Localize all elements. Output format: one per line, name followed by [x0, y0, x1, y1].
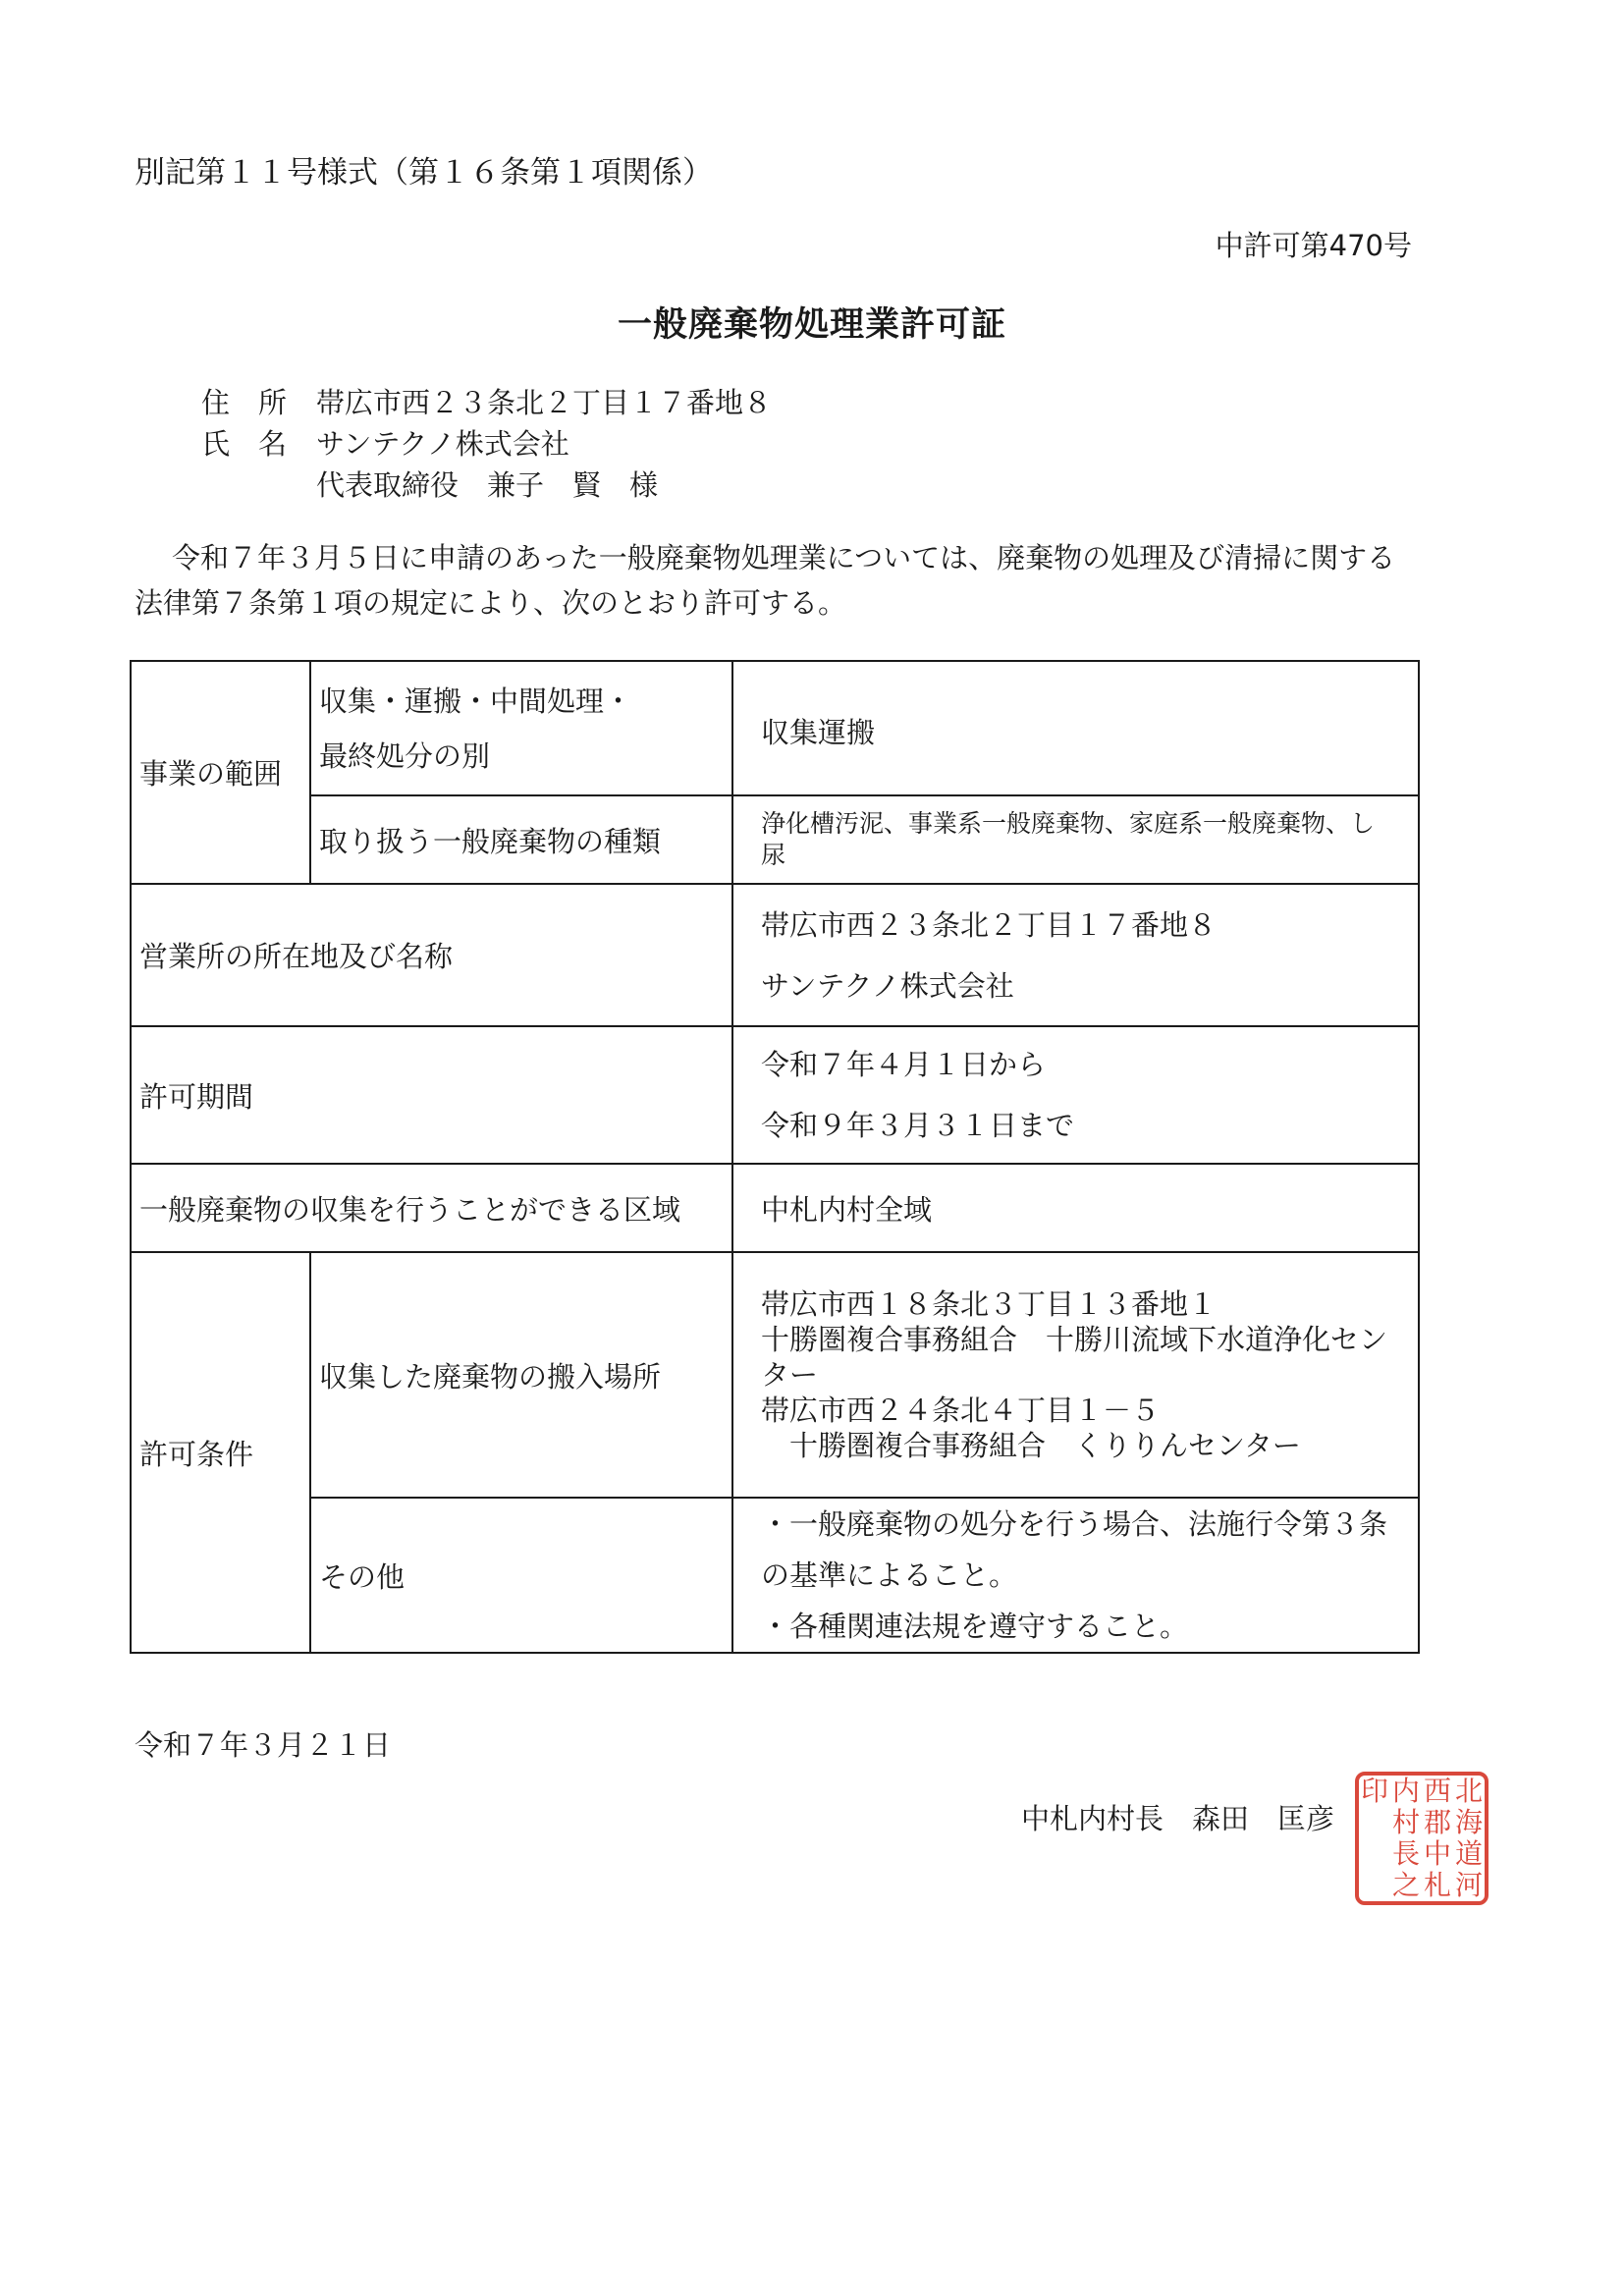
conditions-label: 許可条件 — [131, 1252, 310, 1653]
svg-text:海: 海 — [1454, 1805, 1484, 1838]
svg-text:印: 印 — [1360, 1774, 1389, 1807]
name-label: 氏 名 — [201, 427, 288, 461]
svg-text:西: 西 — [1423, 1774, 1452, 1807]
svg-text:之: 之 — [1391, 1868, 1421, 1901]
permit-table — [130, 660, 1420, 1654]
scope-type-label-line-1: 収集・運搬・中間処理・ — [319, 683, 633, 718]
mayor-name: 中札内村長 森田 匡彦 — [1021, 1802, 1335, 1835]
other-label: その他 — [310, 1498, 732, 1653]
period-value — [732, 1026, 1419, 1164]
period-from: 令和７年４月１日から — [761, 1048, 1047, 1081]
official-seal — [1353, 1770, 1490, 1907]
office-label: 営業所の所在地及び名称 — [131, 884, 732, 1026]
destination-value — [732, 1252, 1419, 1498]
svg-text:郡: 郡 — [1423, 1805, 1452, 1838]
destination-line-3: 帯広市西２４条北４丁目１－５ — [761, 1394, 1161, 1427]
period-to: 令和９年３月３１日まで — [761, 1109, 1075, 1142]
issue-date: 令和７年３月２１日 — [135, 1728, 392, 1762]
company-name: サンテクノ株式会社 — [316, 427, 569, 461]
period-label: 許可期間 — [131, 1026, 732, 1164]
svg-text:河: 河 — [1454, 1868, 1484, 1901]
address-label: 住 所 — [201, 386, 288, 419]
svg-text:札: 札 — [1423, 1868, 1452, 1901]
svg-text:内: 内 — [1391, 1774, 1421, 1807]
table-row — [131, 661, 1419, 795]
waste-types-label: 取り扱う一般廃棄物の種類 — [310, 795, 732, 884]
other-line-1: ・一般廃棄物の処分を行う場合、法施行令第３条の基準によること。 — [761, 1507, 1388, 1592]
office-name: サンテクノ株式会社 — [761, 968, 1014, 1003]
destination-line-2: 十勝圏複合事務組合 十勝川流域下水道浄化センター — [761, 1323, 1388, 1392]
table-row — [131, 1498, 1419, 1653]
representative: 代表取締役 兼子 賢 様 — [316, 468, 659, 502]
svg-text:道: 道 — [1454, 1836, 1484, 1870]
office-value — [732, 884, 1419, 1026]
destination-label: 収集した廃棄物の搬入場所 — [310, 1252, 732, 1498]
form-label: 別記第１１号様式（第１６条第１項関係） — [135, 155, 713, 191]
svg-text:中: 中 — [1423, 1836, 1452, 1870]
body-paragraph: 令和７年３月５日に申請のあった一般廃棄物処理業については、廃棄物の処理及び清掃に関する法律第７条第１項の規定により、次のとおり許可する。 — [135, 541, 1396, 620]
address-value: 帯広市西２３条北２丁目１７番地８ — [316, 386, 773, 419]
other-value — [732, 1498, 1419, 1653]
destination-line-1: 帯広市西１８条北３丁目１３番地１ — [761, 1287, 1218, 1321]
scope-type-label — [310, 661, 732, 795]
waste-types-value: 浄化槽汚泥、事業系一般廃棄物、家庭系一般廃棄物、し尿 — [732, 795, 1419, 884]
area-label: 一般廃棄物の収集を行うことができる区域 — [131, 1164, 732, 1252]
office-address: 帯広市西２３条北２丁目１７番地８ — [761, 907, 1218, 942]
table-row — [131, 1252, 1419, 1498]
document-title: 一般廃棄物処理業許可証 — [617, 305, 1006, 345]
scope-type-label-line-2: 最終処分の別 — [319, 738, 491, 773]
other-line-2: ・各種関連法規を遵守すること。 — [761, 1610, 1189, 1643]
scope-label: 事業の範囲 — [131, 661, 310, 884]
svg-text:長: 長 — [1391, 1836, 1421, 1870]
permit-number: 中許可第470号 — [1215, 229, 1412, 262]
table-row — [131, 795, 1419, 884]
area-value: 中札内村全域 — [732, 1164, 1419, 1252]
table-row — [131, 1164, 1419, 1252]
table-row — [131, 884, 1419, 1026]
svg-text:村: 村 — [1391, 1805, 1421, 1838]
scope-type-value: 収集運搬 — [732, 661, 1419, 795]
table-row — [131, 1026, 1419, 1164]
destination-line-4: 十勝圏複合事務組合 くりりんセンター — [761, 1429, 1301, 1462]
svg-text:北: 北 — [1454, 1774, 1484, 1807]
